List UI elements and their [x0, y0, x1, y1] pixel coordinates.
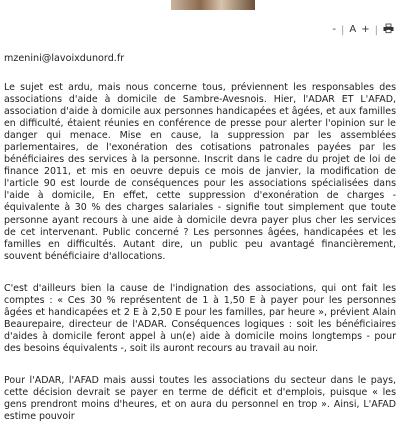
font-size-toolbar — [332, 24, 394, 36]
font-size-label: A — [349, 24, 357, 35]
article-body — [4, 82, 396, 443]
article-paragraph: Le sujet est ardu, mais nous concerne tous, préviennent les responsables des associations d'aide à domicile de Sambre-Avesnois. Hier, l'ADAR ET L'AFAD, association d'aide à domicile aux personnes handicapées et âgées, et aux familles en difficulté, étaient réunies en conférence de presse pour alerter l'opinion sur le danger qui menace. Mise en cause, la suppression par les assemblées parlementaires, de l'exonération des cotisations patronales payées par les bénéficiaires des services à la personne. Inscrit dans le cadre du projet de loi de finance 2011, et mis en oeuvre depuis ce mois de janvier, la modification de l'article 90 est lourde de conséquences pour les associations spécialisées dans l'aide à domicile, En effet, cette suppression d'exonération de charges - équivalente à 30 % des charges salariales - signifie tout simplement que toute personne ayant recours à une aide à domicile devra payer plus cher les services de cet intervenant. Public concerné ? Les personnes âgées, handicapées et les familles en difficultés. Autant dire, un public peu avantagé financièrement, souvent bénéficiaire d'allocations. — [4, 82, 396, 262]
article-paragraph: C'est d'ailleurs bien la cause de l'indignation des associations, qui ont fait les comptes : « Ces 30 % représentent de 1 à 1,50 E à payer pour les personnes âgées et handicapées et 2 E à 2,50 E pour les familles, par heure », prévient Alain Beaurepaire, directeur de l'ADAR. Conséquences logiques : soit les bénéficiaires d'aides à domicile feront appel à un(e) aide à domicile moins longtemps - pour des besoins équivalents -, soit ils auront recours au travail au noir. — [4, 282, 396, 354]
article-photo — [171, 0, 255, 10]
article-paragraph: Pour l'ADAR, l'AFAD mais aussi toutes les associations du secteur dans le pays, cette décision devrait se payer en terme de déficit et d'emplois, puisque « les gens prendront moins d'heures, et on aura du personnel en trop ». Ainsi, L'AFAD estime pouvoir — [4, 374, 396, 423]
print-button[interactable] — [383, 24, 394, 36]
toolbar-separator: | — [341, 24, 345, 36]
toolbar-separator: | — [374, 24, 378, 36]
decrease-font-button[interactable]: - — [332, 24, 337, 35]
increase-font-button[interactable]: + — [361, 24, 370, 35]
print-icon — [383, 24, 394, 33]
author-email[interactable]: mzenini@lavoixdunord.fr — [4, 53, 125, 64]
